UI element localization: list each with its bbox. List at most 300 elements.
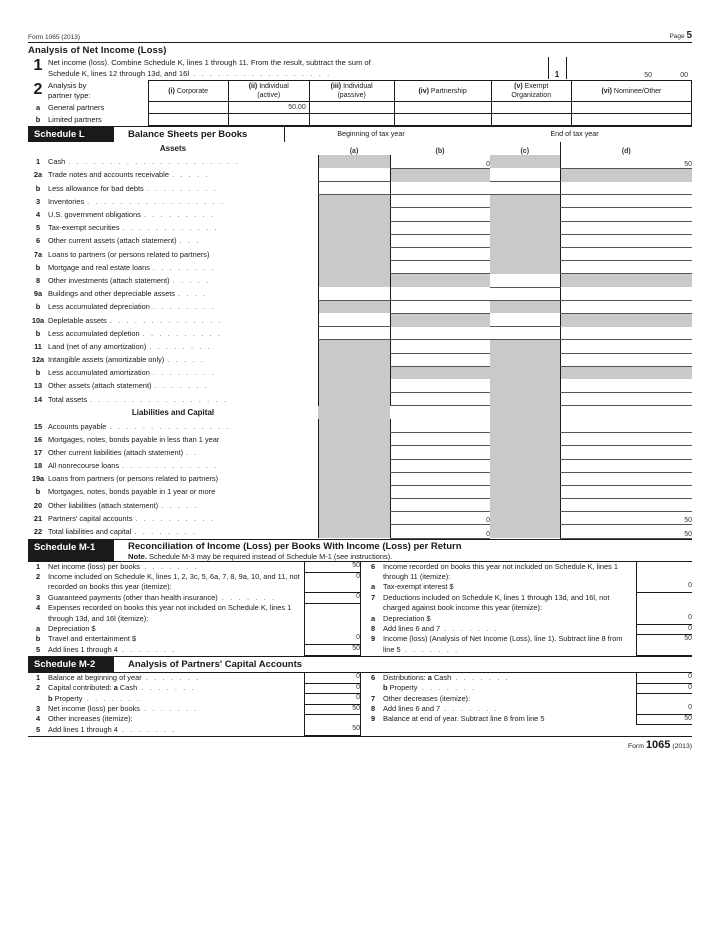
leader-dots: . . . . . . . . [152,368,216,378]
row-label: Net income (loss) per books [48,704,141,713]
m2-right-row-text [383,714,636,724]
row-label: Accounts payable [48,421,107,431]
asset-value-c [490,248,560,261]
col-roman: (iv) [418,87,429,95]
asset-value-b[interactable] [390,261,490,274]
row-label: Other current assets (attach statement) [48,236,177,246]
asset-row-label-cell [28,168,318,181]
leader-dots: . . . . . . . . . [143,210,215,220]
asset-value-d[interactable] [560,379,692,392]
leader-dots: . . . . . . . . . . [135,513,215,523]
asset-row-label-cell [28,313,318,326]
leader-dots: . . . . . . . . . . . . . . . [109,421,231,431]
liability-value-c [490,419,560,432]
m1-right-row-value[interactable]: 0 [636,582,692,592]
m2-right-row-number: 9 [370,714,376,724]
asset-value-b [390,274,490,287]
row-label: Income (loss) (Analysis of Net Income (Loss), line 1). Subtract line 8 from line 5 [383,634,623,654]
asset-value-d [560,366,692,379]
list-item [363,593,692,614]
schedule-m2-title: Analysis of Partners' Capital Accounts [128,658,303,670]
asset-value-c[interactable] [490,327,560,340]
asset-value-a[interactable] [318,182,390,195]
row-label: Mortgages, notes, bonds payable in less than 1 year [48,434,220,444]
liability-value-d[interactable] [560,419,692,432]
table-row [28,366,692,379]
m2-right-row-value[interactable]: 50 [636,714,692,724]
col-roman: (vi) [601,87,612,95]
asset-row-label-cell [28,208,318,221]
partner-row-label: Limited partners [48,115,102,124]
footer-year: (2013) [672,742,692,750]
list-item [28,645,360,655]
m2-right-row-value[interactable]: 0 [636,704,692,714]
row-label: All nonrecourse loans [48,461,120,471]
m1-left-row-value[interactable]: 0 [304,572,360,593]
liability-value-a [318,512,390,525]
row-number: b [35,183,41,193]
m1-right-row-value[interactable] [636,593,692,614]
partner-row-letter: a [35,103,41,112]
list-item [363,624,692,634]
m2-left-row-number: 1 [35,672,41,682]
partner-cell-partnership[interactable] [394,102,491,114]
m2-left-row-text [48,683,304,693]
asset-value-d[interactable] [560,248,692,261]
m1-left-row-number: a [35,624,41,634]
m1-left-row-value[interactable] [304,603,360,624]
col-roman: (iii) [330,83,342,90]
liability-value-a [318,472,390,485]
list-item [363,582,692,592]
row-number: 13 [33,381,43,391]
leader-dots: . . . . . . . . . [146,183,218,193]
m1-left-row-text [48,603,304,624]
asset-value-d[interactable] [560,287,692,300]
partner-cell-nominee[interactable] [571,114,691,126]
row-number: b [35,328,41,338]
m1-left-row-text [48,572,304,593]
liability-value-d[interactable]: 50 [560,525,692,538]
asset-value-c [490,353,560,366]
asset-row-label-cell [28,353,318,366]
asset-value-d [560,168,692,181]
list-item [28,714,360,724]
liability-value-a [318,433,390,446]
m1-right-row-number: 8 [370,624,376,634]
row-label-tail: b [383,683,388,693]
m1-left-row-value[interactable] [304,624,360,634]
table-row [28,459,692,472]
analysis-line1-box-number: 1 [554,70,560,79]
leader-dots: . . . . . [167,355,205,365]
liability-value-d[interactable] [560,433,692,446]
leader-dots: . . . . . . . [137,683,196,693]
page-label: Page [669,33,685,40]
asset-value-a [318,195,390,208]
m2-right-row-text [383,683,636,693]
schedule-l-col-d: (d) [560,142,692,155]
asset-value-a [318,234,390,247]
liability-value-d[interactable] [560,499,692,512]
partner-row-label: General partners [48,103,105,112]
asset-value-d[interactable]: 50 [560,155,692,168]
table-row [28,274,692,287]
schedule-m1-note-label: Note. [128,551,147,561]
leader-dots: . . . . . . . . . . [142,328,223,338]
partner-col-header-corporate [148,81,228,102]
schedule-l-assets-body [28,155,692,406]
liability-value-a [318,419,390,432]
row-label: Tax-exempt securities [48,223,120,233]
liability-value-b[interactable] [390,446,490,459]
liability-row-label-cell [28,419,318,432]
leader-dots: . . . . . . . . . . . . . . . . . [87,196,226,206]
liability-value-b[interactable] [390,499,490,512]
liability-value-b[interactable] [390,419,490,432]
partner-cell-corporate[interactable] [148,102,228,114]
m1-right-row-value[interactable]: 50 [636,634,692,655]
partner-cell-exempt[interactable] [491,114,571,126]
partner-cell-individual-active[interactable]: 50.00 [228,102,309,114]
asset-value-b[interactable] [390,340,490,353]
schedule-l-col-a: (a) [349,148,359,156]
table-row [28,419,692,432]
col-roman: (ii) [248,83,258,90]
asset-row-label-cell [28,182,318,195]
asset-value-d[interactable] [560,300,692,313]
leader-dots: . . . . . . . [440,624,499,634]
row-label: Depreciation $ [48,624,96,634]
table-row [28,313,692,326]
asset-value-c[interactable] [490,313,560,326]
asset-value-d[interactable] [560,353,692,366]
table-row [28,525,692,538]
asset-value-d[interactable] [560,234,692,247]
row-label: Intangible assets (amortizable only) [48,355,165,365]
partner-cell-individual-passive[interactable] [309,114,394,126]
m1-left-row-number: b [35,634,41,644]
m1-left-row-value[interactable]: 0 [304,634,360,644]
m1-left-row-value[interactable]: 0 [304,593,360,603]
table-row [28,300,692,313]
asset-value-c [490,300,560,313]
row-number: 17 [33,447,43,457]
liability-value-d[interactable] [560,485,692,498]
row-number: 3 [35,196,41,206]
asset-row-label-cell [28,340,318,353]
row-number: 4 [35,210,41,220]
liability-value-b[interactable] [390,459,490,472]
asset-row-label-cell [28,155,318,168]
m1-right-row-text [383,562,636,583]
list-item [363,694,692,704]
m2-right-row-value[interactable]: 0 [636,683,692,693]
liability-value-c [490,499,560,512]
list-item [28,603,360,624]
table-row [28,221,692,234]
asset-value-c [490,221,560,234]
m1-right-row-text [383,593,636,614]
spacer-b [390,406,490,419]
row-label: Expenses recorded on books this year not included on Schedule K, lines 1 through 13d, and 16l (itemize): [48,603,292,623]
liability-row-label-cell [28,499,318,512]
m2-right-row-number: 7 [370,693,376,703]
list-item [363,704,692,714]
asset-value-b[interactable] [390,234,490,247]
liability-value-d[interactable] [560,446,692,459]
asset-value-d[interactable] [560,327,692,340]
list-item [28,725,360,735]
liabilities-heading: Liabilities and Capital [131,408,215,418]
asset-row-label-cell [28,195,318,208]
asset-value-d[interactable] [560,182,692,195]
liability-row-label-cell [28,525,318,538]
page-footer [28,737,692,751]
analysis-line2-label-b: partner type: [48,91,91,100]
asset-value-a[interactable] [318,168,390,181]
row-label: Travel and entertainment $ [48,634,137,644]
schedule-l-tag: Schedule L [28,127,114,142]
asset-value-a[interactable] [318,287,390,300]
list-item [28,593,360,603]
asset-value-b[interactable] [390,248,490,261]
m1-right-row-value[interactable]: 0 [636,614,692,624]
m1-left-row-number: 3 [35,592,41,602]
asset-value-d[interactable] [560,340,692,353]
table-row [28,340,692,353]
schedule-m2-banner [28,656,692,672]
asset-value-a [318,393,390,406]
list-item [28,634,360,644]
list-item [363,562,692,583]
schedule-m2-left-column [28,673,360,736]
m2-left-row-value[interactable]: 0 [304,673,360,683]
asset-value-b[interactable] [390,182,490,195]
list-item [363,683,692,693]
list-item [28,704,360,714]
table-row [28,155,692,168]
leader-dots: . . . . . . . . . . . . . . . . . . . . . [68,157,240,167]
asset-value-c[interactable] [490,182,560,195]
analysis-line1-cents[interactable]: 00 [680,72,688,79]
asset-row-label-cell [28,393,318,406]
m2-right-row-value[interactable] [636,694,692,704]
m1-right-row-number: 6 [370,561,376,571]
m1-left-row-value[interactable]: 50 [304,562,360,572]
m2-left-row-value[interactable]: 0 [304,694,360,704]
leader-dots: . . [186,447,199,457]
m1-right-row-value[interactable] [636,562,692,583]
analysis-section-title: Analysis of Net Income (Loss) [28,45,167,56]
liability-value-b[interactable] [390,472,490,485]
row-number: 12a [31,355,45,365]
m2-left-row-number: 5 [35,724,41,734]
row-label: Mortgages, notes, bonds payable in 1 year or more [48,487,216,497]
asset-value-c[interactable] [490,274,560,287]
asset-value-d[interactable] [560,393,692,406]
asset-row-label-cell [28,366,318,379]
footer-form-number: 1065 [645,738,671,751]
table-row [28,379,692,392]
schedule-m2-left-table [28,673,360,736]
asset-value-b[interactable] [390,393,490,406]
m2-left-row-value[interactable]: 0 [304,683,360,693]
liability-row-label-cell [28,472,318,485]
liabilities-heading-row [28,406,692,419]
asset-value-d[interactable] [560,221,692,234]
partner-cell-individual-passive[interactable] [309,102,394,114]
col-roman: (i) [168,87,175,95]
asset-value-c [490,340,560,353]
asset-value-c[interactable] [490,287,560,300]
asset-value-c [490,155,560,168]
row-label-tail: a [427,672,432,682]
row-number: b [35,487,41,497]
partner-cell-nominee[interactable] [571,102,691,114]
row-label: Inventories [48,196,85,206]
m1-left-row-value[interactable]: 50 [304,645,360,655]
analysis-partner-type-table [28,80,692,126]
partner-cell-partnership[interactable] [394,114,491,126]
leader-dots: . . . . . . . [117,644,177,654]
row-label: Guaranteed payments (other than health insurance) [48,592,218,602]
table-row [28,499,692,512]
m1-right-row-number: 7 [370,592,376,602]
liability-value-b[interactable]: 0 [390,525,490,538]
leader-dots: . . . . . . . [154,381,209,391]
asset-row-label-cell [28,261,318,274]
asset-value-b[interactable] [390,287,490,300]
leader-dots: . . . . . . . [140,561,199,571]
asset-value-c[interactable] [490,168,560,181]
asset-value-d [560,274,692,287]
row-number: 1 [35,157,41,167]
asset-value-d[interactable] [560,195,692,208]
list-item [363,673,692,683]
row-label: Depletable assets [48,315,107,325]
m1-left-row-number: 2 [35,572,41,582]
form-reference: Form 1065 (2013) [28,34,81,41]
m2-right-row-value[interactable]: 0 [636,673,692,683]
m1-right-row-value[interactable]: 0 [636,624,692,634]
m2-left-row-text [48,694,304,704]
m2-left-row-value[interactable]: 50 [304,704,360,714]
schedule-l-banner [28,126,692,142]
liability-value-b[interactable]: 0 [390,512,490,525]
liability-value-d[interactable]: 50 [560,512,692,525]
asset-row-label-cell [28,248,318,261]
asset-value-b[interactable] [390,353,490,366]
partner-cell-corporate[interactable] [148,114,228,126]
row-number: 16 [33,434,43,444]
asset-value-c [490,234,560,247]
asset-row-label-cell [28,300,318,313]
asset-value-b[interactable] [390,327,490,340]
schedule-l-col-c: (c) [520,148,530,156]
asset-value-a[interactable] [318,327,390,340]
asset-value-d[interactable] [560,261,692,274]
table-row [28,446,692,459]
leader-dots: . . . . . [171,170,210,180]
row-label: Total liabilities and capital [48,527,132,537]
row-number: 7a [33,249,43,259]
leader-dots: . . . . . . . [400,644,460,654]
asset-value-c [490,208,560,221]
asset-row-label-cell [28,327,318,340]
row-number: 11 [34,341,42,351]
leader-dots: . . . . . . . [117,724,177,734]
asset-value-b [390,313,490,326]
asset-value-a [318,248,390,261]
assets-heading: Assets [159,144,187,154]
liability-value-c [490,459,560,472]
row-label: Depreciation $ [383,613,431,623]
col-roman: (v) [514,83,523,90]
m2-left-row-value[interactable] [304,714,360,724]
liability-value-d[interactable] [560,472,692,485]
m2-right-row-number: 6 [370,672,376,682]
row-number: 14 [33,394,43,404]
schedule-m2-columns [28,672,692,736]
analysis-line2-label-a: Analysis by [48,80,87,90]
liability-value-d[interactable] [560,459,692,472]
row-label: Balance at beginning of year [48,672,142,682]
asset-value-d[interactable] [560,208,692,221]
asset-value-a [318,353,390,366]
leader-dots: . . . . . . . . . . . . . . . . . [90,394,229,404]
list-item [363,614,692,624]
m1-right-row-number: 9 [370,634,376,644]
asset-value-a[interactable] [318,313,390,326]
list-item [28,694,360,704]
asset-value-b[interactable] [390,300,490,313]
liability-row-label-cell [28,512,318,525]
asset-value-b [390,366,490,379]
schedule-m1-left-column [28,562,360,656]
list-item [28,572,360,593]
m2-left-row-value[interactable]: 50 [304,725,360,735]
leader-dots: . . . . . . . . [152,262,216,272]
asset-value-b[interactable] [390,208,490,221]
asset-value-b[interactable] [390,195,490,208]
liability-value-b[interactable] [390,485,490,498]
leader-dots: . . . [179,236,201,246]
row-label: Add lines 6 and 7 [383,704,441,713]
schedule-l-title: Balance Sheets per Books [128,129,248,140]
schedule-m1-left-table [28,562,360,656]
partner-cell-individual-active[interactable] [228,114,309,126]
asset-value-b[interactable] [390,379,490,392]
schedule-m2-right-table [363,673,692,726]
row-number: 22 [33,527,43,537]
row-number: 21 [33,513,43,523]
leader-dots: . . . . . [161,500,199,510]
partner-cell-exempt[interactable] [491,102,571,114]
schedule-l-liabilities-header [28,406,692,419]
liability-value-b[interactable] [390,433,490,446]
asset-value-b[interactable]: 0 [390,155,490,168]
schedule-m1-right-column [360,562,692,656]
analysis-line1-dollars[interactable]: 50 [644,72,652,79]
asset-value-a [318,208,390,221]
asset-value-b[interactable] [390,221,490,234]
row-label: Less accumulated depletion [48,328,140,338]
analysis-line1-table [28,57,692,79]
row-number: 9a [33,289,43,299]
col-name: Exempt [524,83,549,90]
leader-dots: . . . . . . . . [149,341,212,351]
